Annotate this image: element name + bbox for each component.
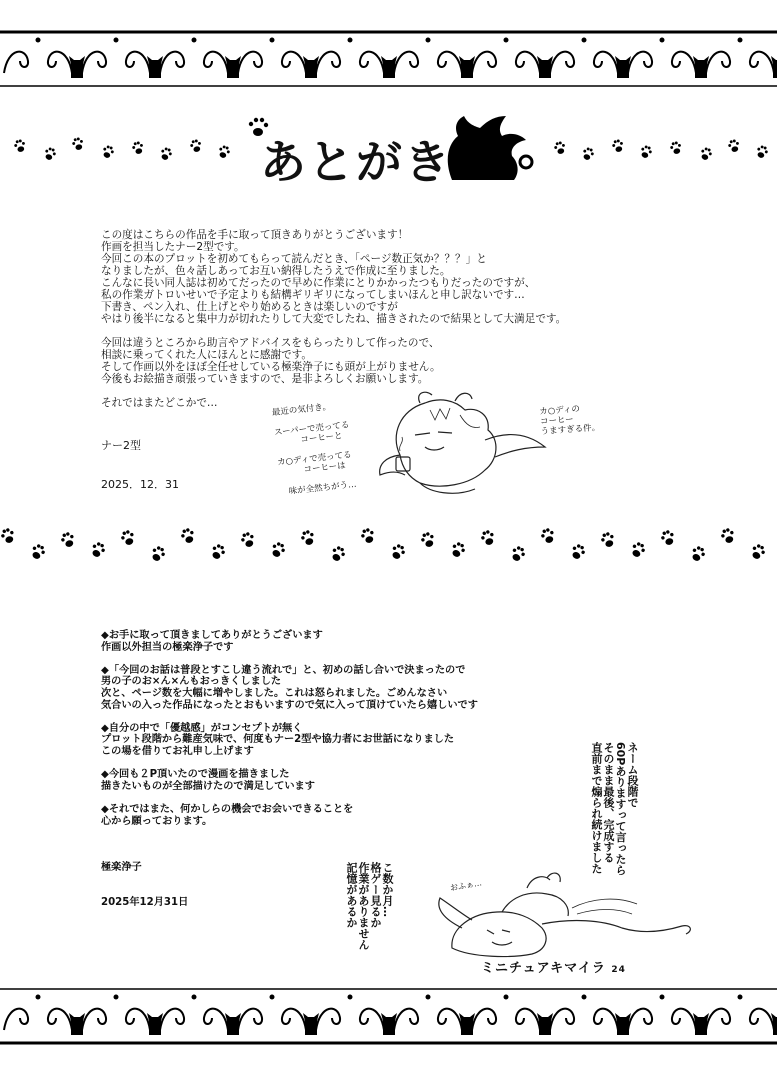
writer-text-line: ◆今回も２P頂いたので漫画を描きました [101, 769, 290, 781]
writer-text-line: プロット段階から難産気味で、何度もナー2型や協力者にお世話になりました [101, 734, 455, 746]
scroll-ornament [628, 52, 696, 73]
scroll-ornament [4, 1009, 72, 1030]
border-dot [504, 38, 509, 43]
border-dot [270, 995, 275, 1000]
afterword-text-artist [101, 229, 566, 409]
scroll-ornament [550, 1009, 618, 1030]
vertical-note-center [345, 862, 393, 972]
writer-text-line: 次と、ページ数を大幅に増やしました。これは怒られました。ごめんなさい [101, 687, 448, 699]
paw-print-icon [0, 527, 16, 545]
cat-silhouette-icon [381, 56, 397, 78]
vertical-note-line: 作業がありません [357, 862, 370, 950]
border-dot [582, 995, 587, 1000]
page-title: あとがき [260, 135, 452, 189]
writer-text-line [101, 792, 478, 804]
vertical-note-line: そのまま最後、完成する [602, 742, 615, 863]
scroll-ornament [394, 1009, 462, 1030]
artist-text-line: なりましたが、色々話しあってお互い納得したうえで作成に至りました。 [101, 265, 451, 277]
paw-print-icon [189, 139, 203, 154]
paw-print-icon [101, 144, 115, 159]
artist-text-line: この度はこちらの作品を手に取って頂きありがとうございます！ [101, 229, 409, 241]
paw-print-icon [599, 531, 616, 549]
cat-silhouette-icon [303, 1013, 319, 1035]
writer-text-line: ◆「今回のお話は普段とすこし違う流れで」と、初めの話し合いで決まったので [101, 664, 466, 676]
writer-text-line: ◆それではまた、何かしらの機会でお会いできることを [101, 803, 354, 815]
sketch-caption [481, 957, 626, 976]
scroll-ornament [82, 52, 150, 73]
scroll-ornament [550, 52, 618, 73]
paw-print-icon [749, 543, 767, 562]
cat-silhouette-icon [147, 1013, 163, 1035]
border-dot [192, 38, 197, 43]
scroll-ornament [238, 52, 306, 73]
artist-text-line: それではまたどこかで… [101, 397, 218, 409]
paw-print-icon [359, 527, 376, 545]
paw-print-icon [539, 527, 556, 545]
writer-text-line: 気合いの入った作品になったとおもいますので気に入って頂けていたら嬉しいです [101, 699, 478, 711]
sketch-caption-number: 24 [611, 965, 626, 975]
paw-print-icon [299, 529, 316, 547]
border-dot [426, 995, 431, 1000]
paw-print-icon [239, 531, 256, 549]
paw-print-icon [659, 529, 676, 547]
border-dot [660, 38, 665, 43]
writer-text-line [101, 711, 478, 723]
paw-print-icon [629, 541, 647, 560]
paw-print-icon [89, 541, 107, 560]
paw-print-icon [719, 527, 736, 545]
border-dot [660, 995, 665, 1000]
paw-print-row-middle [0, 520, 777, 570]
border-dot [114, 38, 119, 43]
writer-text-line: ◆自分の中で「優越感」がコンセプトが無く [101, 722, 303, 734]
artist-text-line: やはり後半になると集中力が切れたりして大変でしたね、描きされたので結果として大満足です。 [101, 313, 567, 325]
cat-silhouette-icon [459, 1013, 475, 1035]
scroll-ornament [394, 52, 462, 73]
artist-text-line [101, 325, 566, 337]
paw-print-icon [755, 144, 769, 159]
artist-date: 2025．12．31 [101, 478, 179, 491]
paw-print-icon [43, 146, 57, 161]
paw-print-icon [71, 137, 85, 152]
artist-signature [101, 413, 179, 504]
paw-print-icon [553, 141, 567, 156]
scroll-ornament [316, 1009, 384, 1030]
sketch-sound-effect: おふぁ… [449, 878, 483, 893]
paw-print-icon [581, 146, 595, 161]
paw-print-icon [569, 543, 587, 562]
writer-text-line [101, 758, 478, 770]
border-dot [738, 38, 743, 43]
vertical-note-right [590, 742, 638, 882]
sketch-caption-text: ミニチュアキマイラ [481, 961, 606, 976]
artist-text-line: 今後もお絵描き頑張っていきますので、是非よろしくお願いします。 [101, 373, 429, 385]
cat-silhouette-icon [225, 1013, 241, 1035]
paw-print-icon [217, 144, 231, 159]
scroll-ornament [238, 1009, 306, 1030]
border-dot [270, 38, 275, 43]
vertical-note-line: 60Pありますって言ったら [614, 742, 627, 876]
cat-silhouette-icon [459, 56, 475, 78]
cat-silhouette-icon [615, 1013, 631, 1035]
paw-print-icon [419, 531, 436, 549]
cat-silhouette-icon [225, 56, 241, 78]
writer-text-line: ◆お手に取って頂きましてありがとうございます [101, 630, 323, 641]
border-dot [426, 38, 431, 43]
scroll-ornament [160, 1009, 228, 1030]
cat-silhouette-icon [693, 1013, 709, 1035]
artist-text-line: そして作画以外をほぼ全任せしている極楽浄子にも頭が上がりません。 [101, 361, 441, 373]
cat-silhouette-icon [303, 56, 319, 78]
coffee-dragon-sketch [360, 385, 550, 505]
border-dot [114, 995, 119, 1000]
cat-silhouette-icon [693, 56, 709, 78]
writer-text-line: 描きたいものが全部描けたので満足しています [101, 780, 315, 792]
artist-name: ナー2型 [101, 439, 141, 452]
scroll-ornament [82, 1009, 150, 1030]
cat-silhouette-icon [69, 56, 85, 78]
scroll-ornament [160, 52, 228, 73]
scroll-ornament [706, 1009, 774, 1030]
paw-print-icon [329, 545, 347, 564]
paw-print-icon [639, 144, 653, 159]
border-dot [36, 38, 41, 43]
paw-print-icon [699, 146, 713, 161]
paw-print-icon [149, 545, 167, 564]
scroll-ornament [316, 52, 384, 73]
paw-print-icon [179, 527, 196, 545]
vertical-note-line: 格ゲー見るか [369, 862, 382, 928]
paw-print-icon [669, 141, 683, 156]
cat-silhouette-icon [69, 1013, 85, 1035]
writer-date: 2025年12月31日 [101, 896, 189, 908]
writer-text-line: 心から願っております。 [101, 815, 213, 827]
bottom-ornamental-border [0, 985, 777, 1047]
paw-print-icon [131, 141, 145, 156]
paw-print-icon [611, 139, 625, 154]
paw-print-icon [159, 146, 173, 161]
vertical-note-line: ネーム段階で [626, 742, 639, 808]
artist-text-line: 相談に乗ってくれた人にほんとに感謝です。 [101, 349, 313, 361]
paw-print-icon [269, 541, 287, 560]
paw-print-icon [119, 529, 136, 547]
sketch-note-coffee: 最近の気付き。 スーパーで売ってる コーヒーと カ○ディで売ってる コーヒーは 味が全然ちがう… [271, 402, 358, 498]
border-dot [348, 38, 353, 43]
writer-signature [101, 838, 188, 921]
writer-text-line [101, 653, 478, 665]
vertical-note-line: 直前まで煽られ続けました [590, 742, 603, 874]
sketch-note-coffee-tasty: カ○ディの コーヒー うますぎる件。 [539, 404, 601, 438]
border-dot [504, 995, 509, 1000]
border-dot [192, 995, 197, 1000]
paw-print-icon [727, 139, 741, 154]
scroll-ornament [472, 1009, 540, 1030]
top-ornamental-border [0, 28, 777, 90]
cat-silhouette-icon [147, 56, 163, 78]
paw-print-icon [29, 543, 47, 562]
paw-print-icon [689, 545, 707, 564]
writer-name: 極楽浄子 [101, 861, 142, 873]
border-dot [348, 995, 353, 1000]
paw-print-icon [59, 531, 76, 549]
scroll-ornament [4, 52, 72, 73]
scroll-ornament [706, 52, 774, 73]
writer-text-line: 男の子のお×ん×んもおっきくしました [101, 676, 282, 688]
writer-text-line: この場を借りてお礼申し上げます [101, 745, 254, 757]
afterword-text-writer [101, 630, 478, 827]
border-dot [738, 995, 743, 1000]
paw-print-icon [389, 543, 407, 562]
artist-text-line: 私の作業ガトロいせいで予定よりも結構ギリギリになってしまいほんと申し訳ないです… [101, 289, 525, 301]
paw-print-icon [449, 541, 467, 560]
artist-text-line: 作画を担当したナー2型です。 [101, 241, 245, 253]
artist-text-line: 今回は違うところから助言やアドバイスをもらったりして作ったので、 [101, 337, 440, 349]
artist-text-line: 下書き、ペン入れ、仕上げとやり始めるときは楽しいのですが [101, 301, 398, 313]
paw-print-row-upper [0, 130, 777, 170]
border-dot [582, 38, 587, 43]
artist-text-line: こんなに長い同人誌は初めてだったので早めに作業にとりかかったつもりだったのですが、 [101, 277, 536, 289]
paw-print-icon [509, 545, 527, 564]
scroll-ornament [472, 52, 540, 73]
cat-silhouette-icon [537, 1013, 553, 1035]
paw-print-icon [479, 529, 496, 547]
writer-text-line: 作画以外担当の極楽浄子です [101, 641, 234, 653]
border-dot [36, 995, 41, 1000]
paw-print-icon [209, 543, 227, 562]
scroll-ornament [628, 1009, 696, 1030]
cat-silhouette-icon [537, 56, 553, 78]
paw-print-icon [13, 139, 27, 154]
vertical-note-line: 記憶があるか [345, 862, 358, 928]
artist-text-line: 今回この本のプロットを初めてもらって読んだとき、「ページ数正気か？？？」と [101, 253, 487, 265]
cat-silhouette-icon [615, 56, 631, 78]
vertical-note-line: こ数か月… [381, 862, 394, 917]
cat-silhouette-icon [381, 1013, 397, 1035]
